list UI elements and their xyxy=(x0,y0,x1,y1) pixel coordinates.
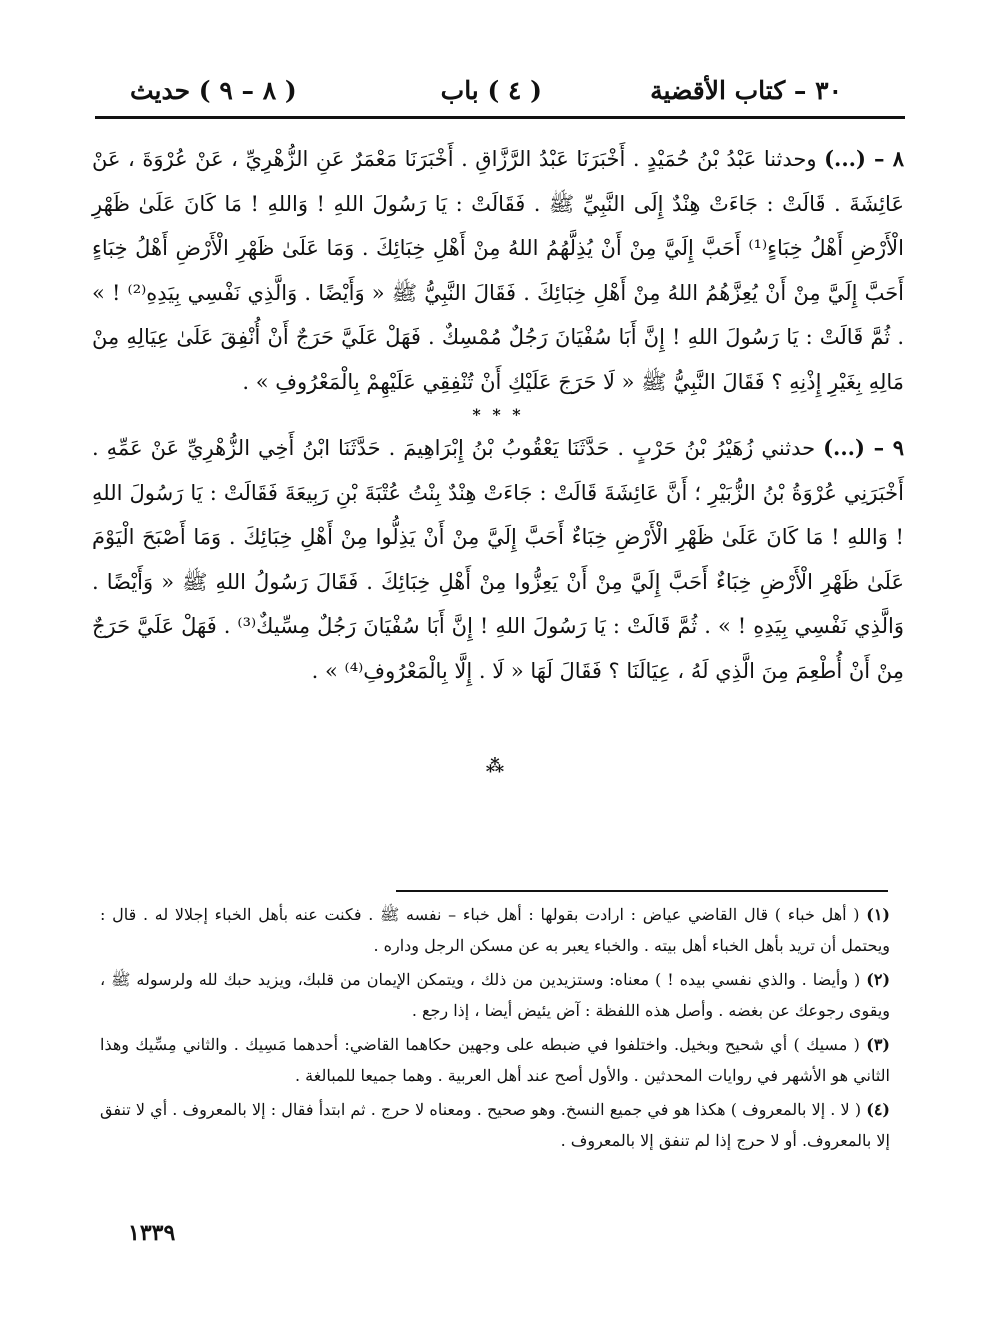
page-number: ١٣٣٩ xyxy=(128,1220,176,1246)
section-separator: * * * xyxy=(472,405,524,424)
closing-ornament: ⁂ xyxy=(485,756,505,777)
hadith-number: ٨ – (...) xyxy=(824,146,904,171)
hadith-number: ٩ – (...) xyxy=(823,435,904,460)
header-hadith-range: ( ٨ – ٩ ) حديث xyxy=(130,76,297,105)
footnote-text: ( أهل خباء ) قال القاضي عياض : ارادت بقولها : أهل خباء – نفسه ﷺ . فكنت عنه بأهل الخباء إجلالا له . قال : ويحتمل أن تريد بأهل الخباء أهل بيته . والخباء يعبر به عن مسكن الرجل وداره . xyxy=(100,905,890,955)
footnote-text: ( لا . إلا بالمعروف ) هكذا هو في جميع النسخ. وهو صحيح . ومعناه لا حرج . ثم ابتدأ فقال : إلا بالمعروف . أي لا تنفق إلا بالمعروف. أو لا حرج إذا لم تنفق إلا بالمعروف . xyxy=(100,1100,890,1150)
running-header xyxy=(130,72,842,116)
hadith-8 xyxy=(92,137,904,404)
footnote-1 xyxy=(100,900,890,961)
header-book-title: ٣٠ – كتاب الأقضية xyxy=(650,76,842,105)
footnotes xyxy=(100,900,890,1160)
footnote-text: ( وأيضا . والذي نفسي بيده ! ) معناه: وستزيدين من ذلك ، ويتمكن الإيمان من قلبك، ويزيد حبك لله ولرسوله ﷺ ، ويقوى رجوعك عن بغضه . وأصل هذه اللفظة : آض يئيض أيضا ، إذا رجع . xyxy=(100,970,890,1020)
footnote-text: ( مسيك ) أي شحيح وبخيل. واختلفوا في ضبطه على وجهين حكاهما القاضي: أحدهما مَسِيك . والثاني مِسِّيك وهذا الثاني هو الأشهر في روايات المحدثين . والأول أصح عند أهل العربية . وهما جميعا للمبالغة . xyxy=(100,1035,890,1085)
footnote-rule xyxy=(396,890,888,892)
footnote-2 xyxy=(100,965,890,1026)
footnote-number: (٢) xyxy=(866,970,891,989)
hadith-9 xyxy=(92,426,904,693)
footnote-number: (٣) xyxy=(866,1035,890,1054)
header-rule xyxy=(95,116,905,119)
footnote-number: (١) xyxy=(866,905,890,924)
footnote-4 xyxy=(100,1095,890,1156)
hadith-text: حدثني زُهَيْرُ بْنُ حَرْبٍ . حَدَّثَنَا يَعْقُوبُ بْنُ إِبْرَاهِيمَ . حَدَّثَنَا ابْنُ أَخِي الزُّهْرِيِّ عَنْ عَمِّهِ . أَخْبَرَنِي عُرْوَةُ بْنُ الزُّبَيْرِ ؛ أَنَّ عَائِشَةَ قَالَتْ : جَاءَتْ هِنْدٌ بِنْتُ عُتْبَةَ بْنِ رَبِيعَةَ فَقَالَتْ : يَا رَسُولَ اللهِ ! وَاللهِ ! مَا كَانَ عَلَىٰ ظَهْرِ الْأَرْضِ خِبَاءٌ أَحَبَّ إِلَيَّ مِنْ أَنْ يَذِلُّوا مِنْ أَهْلِ خِبَائِكَ . وَمَا أَصْبَحَ الْيَوْمَ عَلَىٰ ظَهْرِ الْأَرْضِ خِبَاءٌ أَحَبَّ إِلَيَّ مِنْ أَنْ يَعِزُّوا مِنْ أَهْلِ خِبَائِكَ . فَقَالَ رَسُولُ اللهِ ﷺ « وَأَيْضًا . وَالَّذِي نَفْسِي بِيَدِهِ ! » . ثُمَّ قَالَتْ : يَا رَسُولَ اللهِ ! إِنَّ أَبَا سُفْيَانَ رَجُلٌ مِسِّيكٌ⁽³⁾ . فَهَلْ عَلَيَّ حَرَجٌ مِنْ أَنْ أُطْعِمَ مِنَ الَّذِي لَهُ ، عِيَالَنَا ؟ فَقَالَ لَهَا « لَا . إِلَّا بِالْمَعْرُوفِ⁽⁴⁾ » . xyxy=(92,436,904,683)
hadith-text: وحدثنا عَبْدُ بْنُ حُمَيْدٍ . أَخْبَرَنَا عَبْدُ الرَّزَّاقِ . أَخْبَرَنَا مَعْمَرٌ عَنِ الزُّهْرِيِّ ، عَنْ عُرْوَةَ ، عَنْ عَائِشَةَ . قَالَتْ : جَاءَتْ هِنْدٌ إِلَى النَّبِيِّ ﷺ . فَقَالَتْ : يَا رَسُولَ اللهِ ! وَاللهِ ! مَا كَانَ عَلَىٰ ظَهْرِ الْأَرْضِ أَهْلُ خِبَاءٍ⁽¹⁾ أَحَبَّ إِلَيَّ مِنْ أَنْ يُذِلَّهُمُ اللهُ مِنْ أَهْلِ خِبَائِكَ . وَمَا عَلَىٰ ظَهْرِ الْأَرْضِ أَهْلُ خِبَاءٍ أَحَبَّ إِلَيَّ مِنْ أَنْ يُعِزَّهُمُ اللهُ مِنْ أَهْلِ خِبَائِكَ . فَقَالَ النَّبِيُّ ﷺ « وَأَيْضًا . وَالَّذِي نَفْسِي بِيَدِهِ⁽²⁾ ! » . ثُمَّ قَالَتْ : يَا رَسُولَ اللهِ ! إِنَّ أَبَا سُفْيَانَ رَجُلٌ مُمْسِكٌ . فَهَلْ عَلَيَّ حَرَجٌ أَنْ أُنْفِقَ عَلَىٰ عِيَالِهِ مِنْ مَالِهِ بِغَيْرِ إِذْنِهِ ؟ فَقَالَ النَّبِيُّ ﷺ « لَا حَرَجَ عَلَيْكِ أَنْ تُنْفِقِي عَلَيْهِمْ بِالْمَعْرُوفِ » . xyxy=(92,147,905,394)
header-chapter: ( ٤ ) باب xyxy=(440,76,542,105)
footnote-number: (٤) xyxy=(866,1100,890,1119)
main-text xyxy=(92,137,904,693)
footnote-3 xyxy=(100,1030,890,1091)
